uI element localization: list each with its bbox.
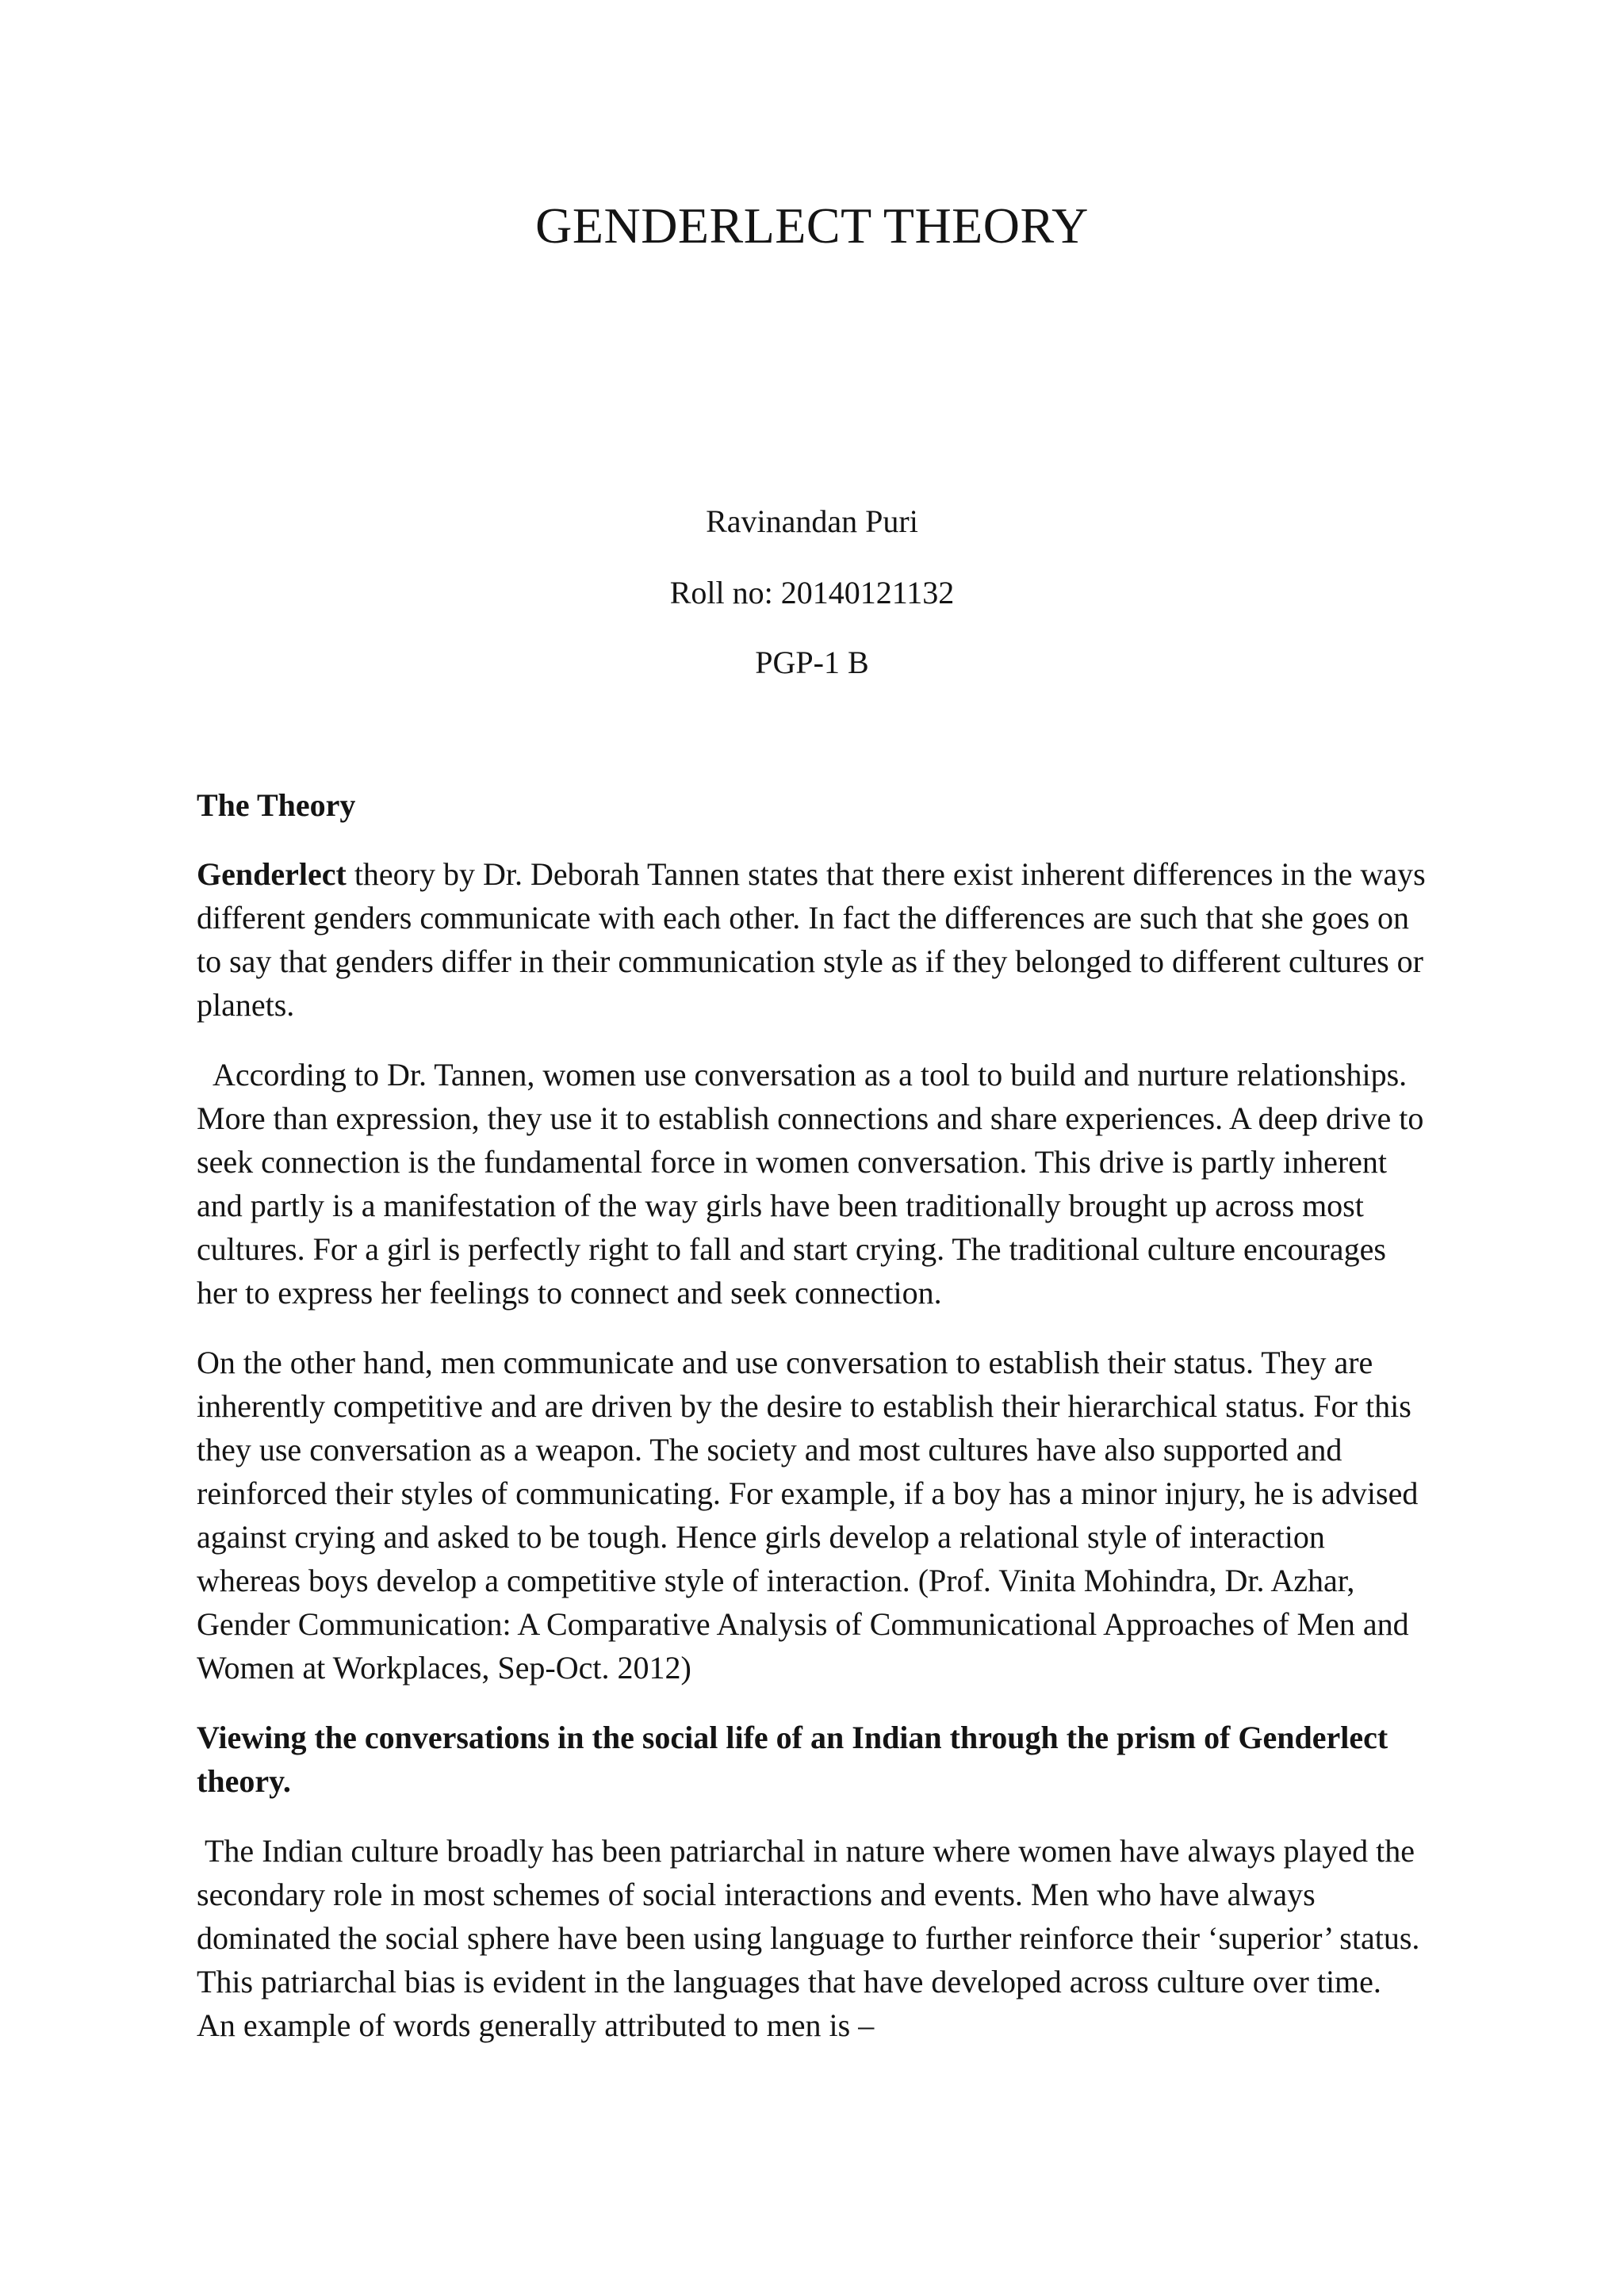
bold-term-genderlect: Genderlect	[197, 856, 347, 892]
document-title: GENDERLECT THEORY	[535, 197, 1089, 254]
section-heading-viewing-conversations: Viewing the conversations in the social life of an Indian through the prism of Genderlect theory.	[197, 1720, 1388, 1799]
paragraph-indian-culture: The Indian culture broadly has been patriarchal in nature where women have always played the secondary role in most schemes of social interactions and events. Men who have always dominated the social sphere have been using language to further reinforce their ‘superior’ status. This patriarchal bias is evident in the languages that have developed across culture over time. An example of words generally attributed to men is –	[197, 1833, 1420, 2043]
section-label: PGP-1 B	[755, 645, 869, 680]
paragraph-genderlect-intro	[197, 852, 1434, 1027]
paragraph-men-conversation: On the other hand, men communicate and use conversation to establish their status. They are inherently competitive and are driven by the desire to establish their hierarchical status. For this they use conversation as a weapon. The society and most cultures have also supported and reinforced their styles of communicating. For example, if a boy has a minor injury, he is advised against crying and asked to be tough. Hence girls develop a relational style of interaction whereas boys develop a competitive style of interaction. (Prof. Vinita Mohindra, Dr. Azhar, Gender Communication: A Comparative Analysis of Communicational Approaches of Men and Women at Workplaces, Sep-Oct. 2012)	[197, 1345, 1419, 1686]
paragraph-women-conversation: According to Dr. Tannen, women use conversation as a tool to build and nurture relationships. More than expression, they use it to establish connections and share experiences. A deep drive to seek connection is the fundamental force in women conversation. This drive is partly inherent and partly is a manifestation of the way girls have been traditionally brought up across most cultures. For a girl is perfectly right to fall and start crying. The traditional culture encourages her to express her feelings to connect and seek connection.	[197, 1057, 1424, 1311]
paragraph-text: theory by Dr. Deborah Tannen states that there exist inherent differences in the ways different genders communicate with each other. In fact the differences are such that she goes on to say that genders differ in their communication style as if they belonged to different cultures or planets.	[197, 856, 1426, 1023]
document-body	[197, 783, 1434, 2073]
author-name: Ravinandan Puri	[706, 503, 918, 539]
section-heading-the-theory: The Theory	[197, 787, 356, 823]
roll-number: Roll no: 20140121132	[669, 575, 955, 610]
